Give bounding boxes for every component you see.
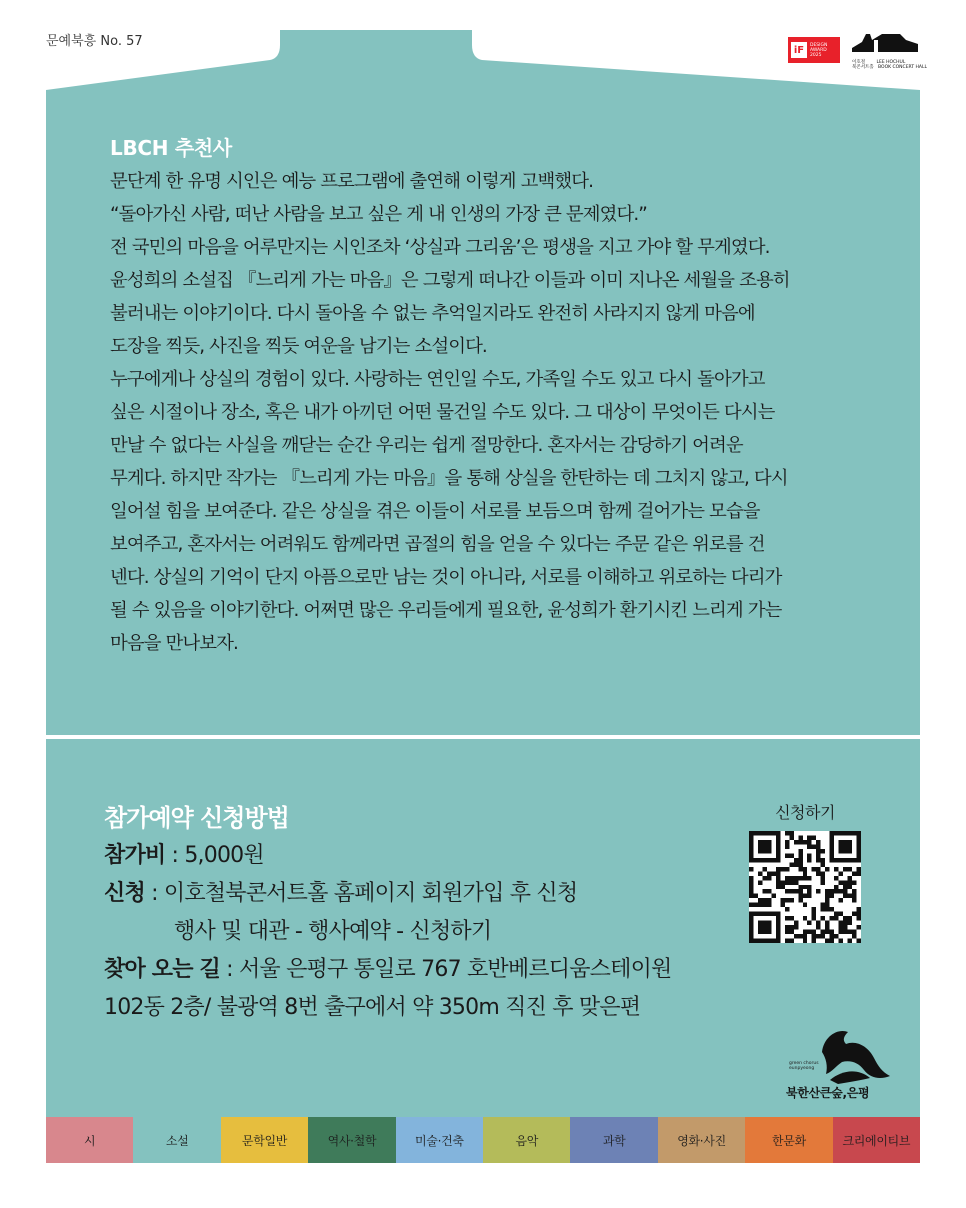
signup-qr-code-icon[interactable] xyxy=(749,831,861,943)
route-label: 찾아 오는 길 xyxy=(104,957,220,982)
signup-path: 행사 및 대관 - 행사예약 - 신청하기 xyxy=(174,919,492,944)
tab-art-architecture[interactable]: 미술·건축 xyxy=(396,1117,483,1163)
tab-science[interactable]: 과학 xyxy=(570,1117,657,1163)
concert-hall-building-icon xyxy=(852,30,920,58)
recommendation-line: 윤성희의 소설집 『느리게 가는 마음』은 그렇게 떠나간 이들과 이미 지나온 세월을 조용히 xyxy=(110,270,790,291)
header-logos xyxy=(788,30,927,70)
signup-line xyxy=(104,875,671,913)
recommendation-body xyxy=(110,165,870,660)
application-title: 참가예약 신청방법 xyxy=(104,804,289,832)
route-detail: 102동 2층/ 불광역 8번 출구에서 약 350m 직진 후 맞은편 xyxy=(104,995,641,1020)
recommendation-line: 마음을 만나보자. xyxy=(110,633,238,654)
recommendation-line: 만날 수 없다는 사실을 깨닫는 순간 우리는 쉽게 절망한다. 혼자서는 감당하기 어려운 xyxy=(110,435,743,456)
route-value: : 서울 은평구 통일로 767 호반베르디움스테이원 xyxy=(219,957,672,982)
fee-label: 참가비 xyxy=(104,843,166,868)
tab-creative[interactable]: 크리에이티브 xyxy=(833,1117,920,1163)
tab-poetry[interactable]: 시 xyxy=(46,1117,133,1163)
if-mark: iF xyxy=(791,42,807,58)
footer-logo-name: 북한산큰숲,은평 xyxy=(786,1086,870,1100)
tab-novel[interactable]: 소설 xyxy=(133,1117,220,1163)
recommendation-line: 누구에게나 상실의 경험이 있다. 사랑하는 연인일 수도, 가족일 수도 있고 다시 돌아가고 xyxy=(110,369,765,390)
recommendation-line: 무게다. 하지만 작가는 『느리게 가는 마음』을 통해 상실을 한탄하는 데 그치지 않고, 다시 xyxy=(110,468,788,489)
if-design-award-logo xyxy=(788,37,840,63)
tab-film-photo[interactable]: 영화·사진 xyxy=(658,1117,745,1163)
qr-label: 신청하기 xyxy=(775,803,835,822)
recommendation-line: “돌아가신 사람, 떠난 사람을 보고 싶은 게 내 인생의 가장 큰 문제였다.” xyxy=(110,204,647,225)
lee-hochul-book-concert-hall-logo xyxy=(852,30,927,70)
category-tabs xyxy=(46,1117,920,1163)
tab-korean-culture[interactable]: 한문화 xyxy=(745,1117,832,1163)
recommendation-line: 도장을 찍듯, 사진을 찍듯 여운을 남기는 소설이다. xyxy=(110,336,487,357)
signup-label: 신청 xyxy=(104,881,145,906)
recommendation-line: 불러내는 이야기이다. 다시 돌아올 수 없는 추억일지라도 완전히 사라지지 않게 마음에 xyxy=(110,303,755,324)
route-line xyxy=(104,951,671,989)
recommendation-line: 전 국민의 마음을 어루만지는 시인조차 ‘상실과 그리움’은 평생을 지고 가야 할 무게였다. xyxy=(110,237,770,258)
recommendation-line: 될 수 있음을 이야기한다. 어쩌면 많은 우리들에게 필요한, 윤성희가 환기시킨 느리게 가는 xyxy=(110,600,782,621)
signup-qr-block[interactable] xyxy=(748,800,862,943)
lee-hochul-logo-text: 이호철 LEE HOCHUL 북콘서트홀 BOOK CONCERT HALL xyxy=(852,60,927,70)
recommendation-line: 일어설 힘을 보여준다. 같은 상실을 겪은 이들이 서로를 보듬으며 함께 걸어가는 모습을 xyxy=(110,501,760,522)
signup-value: : 이호철북콘서트홀 홈페이지 회원가입 후 신청 xyxy=(144,881,578,906)
recommendation-line: 싶은 시절이나 장소, 혹은 내가 아끼던 어떤 물건일 수도 있다. 그 대상이 무엇이든 다시는 xyxy=(110,402,775,423)
recommendation-line: 문단계 한 유명 시인은 예능 프로그램에 출연해 이렇게 고백했다. xyxy=(110,171,594,192)
tab-music[interactable]: 음악 xyxy=(483,1117,570,1163)
fee-line xyxy=(104,837,671,875)
if-award-text: DESIGN AWARD 2025 xyxy=(810,42,828,58)
recommendation-section xyxy=(110,132,870,660)
issue-number: 문예북흥 No. 57 xyxy=(46,34,143,49)
application-section xyxy=(104,798,671,1027)
footer-logo-small-text: green chorus eunpyeong xyxy=(789,1061,819,1071)
recommendation-line: 보여주고, 혼자서는 어려워도 함께라면 곱절의 힘을 얻을 수 있다는 주문 같은 위로를 건 xyxy=(110,534,765,555)
fee-value: : 5,000원 xyxy=(165,843,264,868)
recommendation-line: 넨다. 상실의 기억이 단지 아픔으로만 남는 것이 아니라, 서로를 이해하고 위로하는 다리가 xyxy=(110,567,782,588)
tab-literature-general[interactable]: 문학일반 xyxy=(221,1117,308,1163)
tab-history-philosophy[interactable]: 역사·철학 xyxy=(308,1117,395,1163)
recommendation-title: LBCH 추천사 xyxy=(110,136,232,160)
